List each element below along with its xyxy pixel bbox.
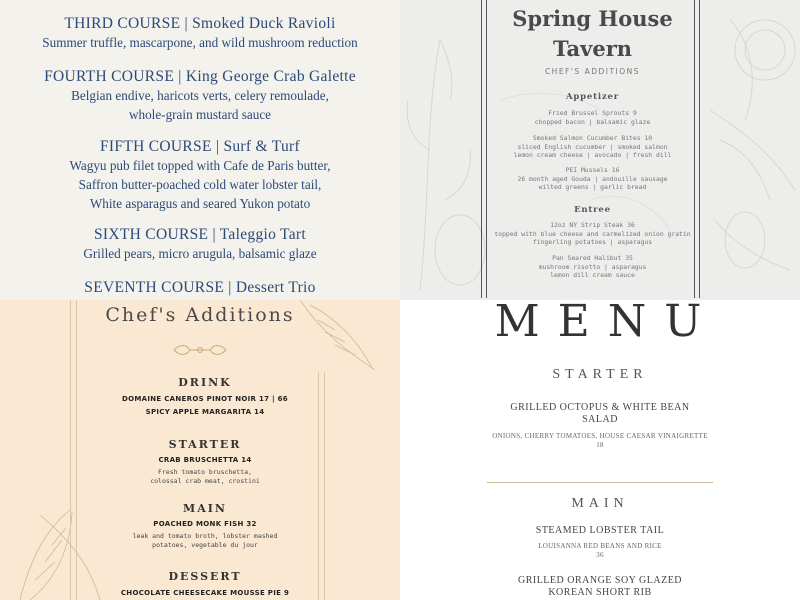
starter-item: GRILLED OCTOPUS & WHITE BEAN SALAD xyxy=(510,402,690,425)
menu-title: MENU xyxy=(494,300,720,347)
course-description: whole-grain mustard sauce xyxy=(128,107,272,122)
menu-item: PEI Mussels 16 26 month aged Gouda | andouille sausage wilted greens | garlic bread xyxy=(517,166,668,192)
drink-item: DOMAINE CANEROS PINOT NOIR 17 | 66 xyxy=(122,395,288,403)
starter-heading: STARTER xyxy=(552,367,648,382)
main-item: GRILLED ORANGE SOY GLAZED KOREAN SHORT RIB xyxy=(517,575,683,598)
main-description: LOUISANNA RED BEANS AND RICE xyxy=(538,542,662,550)
entree-heading: Entree xyxy=(574,205,611,215)
divider-line xyxy=(324,372,325,600)
starter-description: Fresh tomato bruschetta, colossal crab meat, crostini xyxy=(150,468,260,485)
page-title: Chef's Additions xyxy=(105,304,295,326)
main-item: STEAMED LOBSTER TAIL xyxy=(535,525,665,536)
course-seventh xyxy=(0,279,400,297)
course-fifth xyxy=(0,138,400,213)
drink-heading: DRINK xyxy=(178,376,232,389)
course-description: Saffron butter-poached cold water lobster tail, xyxy=(78,177,322,192)
course-title: THIRD COURSE | Smoked Duck Ravioli xyxy=(64,15,336,32)
dessert-item: CHOCOLATE CHEESECAKE MOUSSE PIE 9 xyxy=(120,589,290,597)
appetizer-heading: Appetizer xyxy=(566,92,619,102)
frame-line xyxy=(699,0,700,298)
divider-line xyxy=(70,300,71,600)
title-line: Spring House xyxy=(512,6,673,31)
menu-item: Smoked Salmon Cucumber Bites 10 sliced English cucumber | smoked salmon lemon cream cheese | avocado | fresh dill xyxy=(513,134,672,160)
menu-panel xyxy=(400,300,800,600)
starter-item: CRAB BRUSCHETTA 14 xyxy=(158,456,252,464)
frame-line xyxy=(481,0,482,298)
frame-line xyxy=(486,0,487,298)
menu-subtitle: CHEF'S ADDITIONS xyxy=(544,67,641,76)
course-description: Belgian endive, haricots verts, celery remoulade, xyxy=(71,88,329,103)
section-divider xyxy=(487,482,713,483)
menu-item: 12oz NY Strip Steak 36 topped with blue cheese and carmelized onion gratin fingerling potatoes | asparagus xyxy=(494,221,691,247)
dessert-heading: DESSERT xyxy=(168,570,242,583)
divider-line xyxy=(318,372,319,600)
menu-item: Fried Brussel Sprouts 9 chopped bacon | balsamic glaze xyxy=(534,109,651,126)
course-third xyxy=(0,15,400,52)
ornament-flourish-icon xyxy=(172,343,228,357)
course-sixth xyxy=(0,226,400,263)
menu-item: Pan Seared Halibut 35 mushroom risotto | asparagus lemon dill cream sauce xyxy=(538,254,647,280)
starter-description: ONIONS, CHERRY TOMATOES, HOUSE CAESAR VINAIGRETTE xyxy=(492,432,708,440)
course-fourth xyxy=(0,68,400,124)
course-description: Grilled pears, micro arugula, balsamic glaze xyxy=(83,246,317,261)
course-title: SEVENTH COURSE | Dessert Trio xyxy=(84,279,316,296)
main-heading: MAIN xyxy=(571,496,629,511)
course-description: Wagyu pub filet topped with Cafe de Paris butter, xyxy=(69,158,331,173)
course-title: FIFTH COURSE | Surf & Turf xyxy=(100,138,300,155)
course-title: SIXTH COURSE | Taleggio Tart xyxy=(94,226,306,243)
drink-item: SPICY APPLE MARGARITA 14 xyxy=(145,408,265,416)
spring-house-tavern-panel xyxy=(400,0,800,300)
main-description: leak and tomato broth, lobster mashed potatoes, vegetable du jour xyxy=(132,532,278,549)
title-line: Tavern xyxy=(552,36,633,61)
course-title: FOURTH COURSE | King George Crab Galette xyxy=(44,68,356,85)
main-heading: MAIN xyxy=(183,502,227,515)
starter-price: 18 xyxy=(596,441,604,449)
restaurant-title xyxy=(490,4,695,64)
main-price: 36 xyxy=(596,551,604,559)
course-description: White asparagus and seared Yukon potato xyxy=(89,196,311,211)
tasting-menu-panel xyxy=(0,0,400,300)
starter-heading: STARTER xyxy=(168,438,242,451)
chefs-additions-panel xyxy=(0,300,400,600)
course-description: Summer truffle, mascarpone, and wild mushroom reduction xyxy=(42,35,358,50)
main-item: POACHED MONK FISH 32 xyxy=(153,520,257,528)
